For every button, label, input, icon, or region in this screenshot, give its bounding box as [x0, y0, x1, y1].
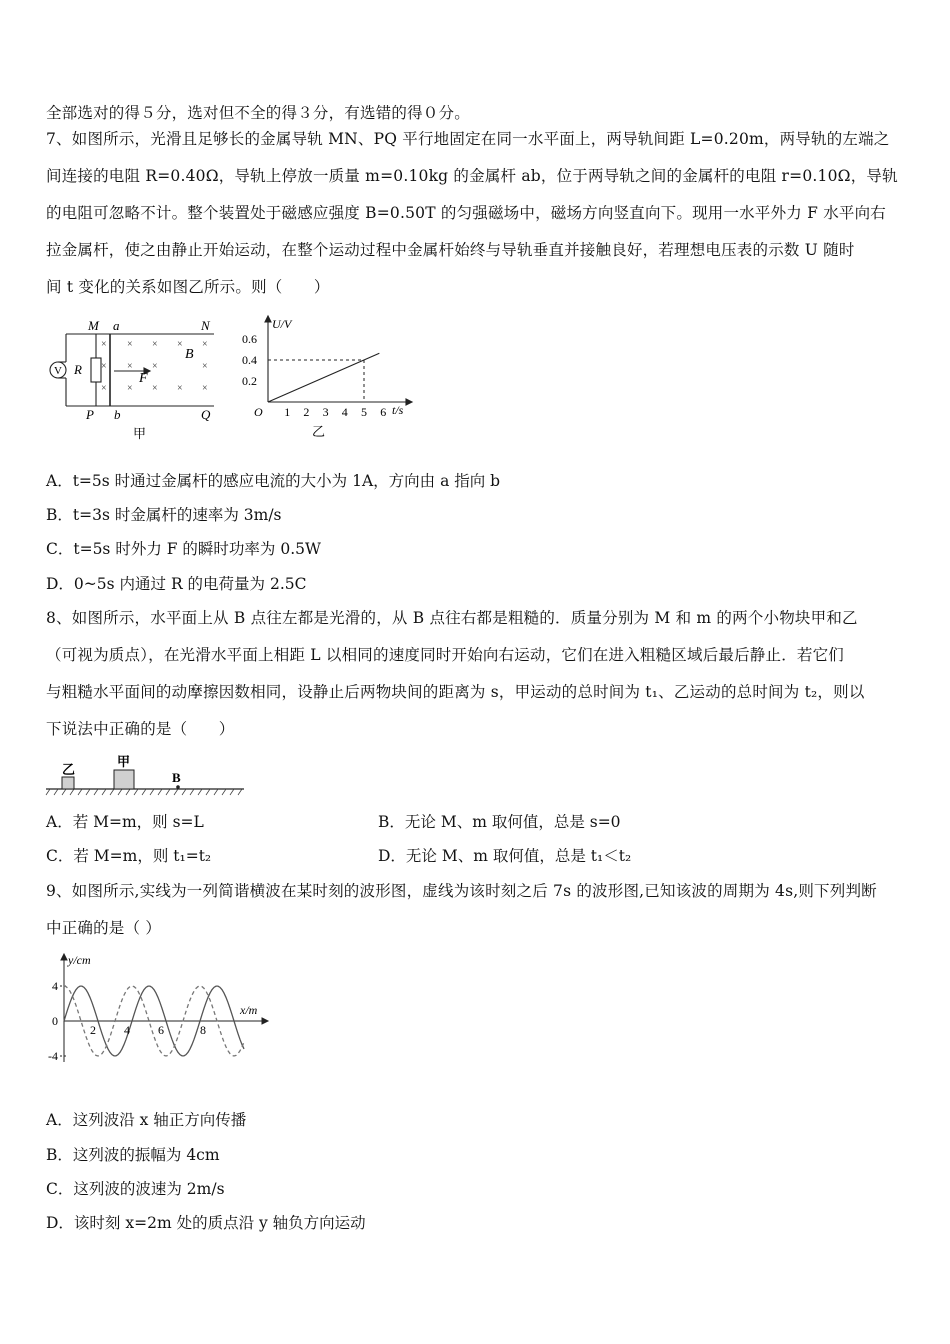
x-tick-label: 4	[124, 1023, 130, 1037]
label-V: V	[54, 365, 62, 377]
svg-text:×: ×	[101, 383, 107, 394]
series-line	[268, 353, 379, 402]
label-R: R	[74, 362, 82, 377]
q9-line: 中正确的是（ ）	[46, 919, 162, 937]
x-axis-label: t/s	[392, 403, 404, 417]
label-B: B	[185, 347, 194, 362]
resistor-icon	[91, 358, 101, 382]
y-tick-label: 4	[52, 979, 58, 993]
q7-ut-graph	[236, 312, 416, 442]
q7-option-d: D．0~5s 内通过 R 的电荷量为 2.5C	[46, 575, 307, 593]
q9-option-c: C．这列波的波速为 2m/s	[46, 1180, 225, 1198]
y-axis-label: y/cm	[68, 953, 91, 967]
block-yi	[62, 777, 74, 789]
x-tick-label: 2	[90, 1023, 96, 1037]
q8-option-d: D．无论 M、m 取何值，总是 t₁＜t₂	[378, 847, 632, 865]
svg-text:×: ×	[127, 361, 133, 372]
label-N: N	[201, 318, 210, 333]
q7-option-a: A．t=5s 时通过金属杆的感应电流的大小为 1A，方向由 a 指向 b	[46, 472, 501, 490]
q7-option-b: B．t=3s 时金属杆的速率为 3m/s	[46, 506, 282, 524]
y-tick-label: 0.6	[242, 332, 257, 346]
caption-yi: 乙	[312, 424, 326, 439]
q8-line: （可视为质点），在光滑水平面上相距 L 以相同的速度同时开始向右运动，它们在进入粗糙区域后最后静止．若它们	[46, 646, 845, 664]
svg-text:×: ×	[152, 361, 158, 372]
q9-wave-figure	[40, 950, 270, 1070]
label-yi: 乙	[62, 762, 76, 777]
svg-text:×: ×	[152, 339, 158, 350]
x-tick-label: 3	[322, 405, 329, 419]
svg-text:×: ×	[202, 361, 208, 372]
origin-label: O	[254, 405, 263, 419]
svg-text:×: ×	[127, 339, 133, 350]
label-b: b	[114, 407, 121, 422]
svg-text:×: ×	[177, 383, 183, 394]
x-axis-arrow	[406, 399, 412, 405]
y-tick-label: 0	[52, 1014, 58, 1028]
point-B	[176, 785, 180, 789]
q8-line: 与粗糙水平面间的动摩擦因数相同，设静止后两物块间的距离为 s，甲运动的总时间为 t₁、乙运动的总时间为 t₂，则以	[46, 683, 865, 701]
label-B: B	[172, 770, 181, 785]
q9-option-b: B．这列波的振幅为 4cm	[46, 1146, 220, 1164]
y-tick-label: 0.4	[242, 353, 257, 367]
q7-option-c: C．t=5s 时外力 F 的瞬时功率为 0.5W	[46, 540, 321, 558]
q8-line: 8、如图所示，水平面上从 B 点往左都是光滑的，从 B 点往右都是粗糙的．质量分别为 M 和 m 的两个小物块甲和乙	[46, 609, 858, 627]
svg-text:×: ×	[101, 339, 107, 350]
y-axis-arrow	[265, 316, 271, 322]
q8-blocks-figure	[44, 750, 250, 798]
x-tick-label: 6	[158, 1023, 164, 1037]
svg-text:×: ×	[202, 383, 208, 394]
label-a: a	[113, 318, 120, 333]
y-tick-label: -4	[48, 1049, 58, 1063]
q8-line: 下说法中正确的是（ ）	[46, 720, 235, 738]
x-tick-label: 8	[200, 1023, 206, 1037]
q9-option-a: A．这列波沿 x 轴正方向传播	[46, 1111, 247, 1129]
q7-line: 7、如图所示，光滑且足够长的金属导轨 MN、PQ 平行地固定在同一水平面上，两导轨间距 L=0.20m，两导轨的左端之	[46, 130, 890, 148]
y-axis-arrow	[61, 954, 67, 960]
x-tick-label: 1	[284, 405, 291, 419]
q7-circuit-figure	[44, 314, 224, 444]
q7-line: 拉金属杆，使之由静止开始运动，在整个运动过程中金属杆始终与导轨垂直并接触良好，若理想电压表的示数 U 随时	[46, 241, 855, 259]
ground-hatching	[46, 789, 242, 795]
q7-line: 的电阻可忽略不计。整个装置处于磁感应强度 B=0.50T 的匀强磁场中，磁场方向竖直向下。现用一水平外力 F 水平向右	[46, 204, 886, 222]
svg-text:×: ×	[101, 361, 107, 372]
label-F: F	[139, 371, 148, 386]
y-axis-label: U/V	[272, 317, 292, 331]
q9-option-d: D．该时刻 x=2m 处的质点沿 y 轴负方向运动	[46, 1214, 366, 1232]
q8-option-a: A．若 M=m，则 s=L	[46, 813, 204, 831]
x-tick-label: 5	[361, 405, 367, 419]
svg-text:×: ×	[177, 339, 183, 350]
label-M: M	[88, 318, 99, 333]
x-axis-label: x/m	[240, 1003, 258, 1017]
svg-text:×: ×	[202, 339, 208, 350]
q7-line: 间 t 变化的关系如图乙所示。则（ ）	[46, 278, 330, 296]
x-tick-label: 2	[303, 405, 310, 419]
q8-option-c: C．若 M=m，则 t₁=t₂	[46, 847, 212, 865]
q9-line: 9、如图所示,实线为一列简谐横波在某时刻的波形图，虚线为该时刻之后 7s 的波形图,已知该波的周期为 4s,则下列判断	[46, 882, 877, 900]
q7-line: 间连接的电阻 R=0.40Ω，导轨上停放一质量 m=0.10kg 的金属杆 ab，位于两导轨之间的金属杆的电阻 r=0.10Ω，导轨	[46, 167, 898, 185]
x-tick-label: 4	[341, 405, 348, 419]
block-jia	[114, 770, 134, 789]
caption-jia: 甲	[133, 426, 147, 441]
label-jia: 甲	[117, 754, 131, 769]
y-tick-label: 0.2	[242, 374, 257, 388]
svg-text:×: ×	[127, 383, 133, 394]
x-axis-arrow	[262, 1018, 268, 1024]
svg-text:×: ×	[152, 383, 158, 394]
q8-option-b: B．无论 M、m 取何值，总是 s=0	[378, 813, 621, 831]
label-P: P	[86, 407, 94, 422]
label-Q: Q	[201, 407, 211, 422]
intro-text: 全部选对的得５分，选对但不全的得３分，有选错的得０分。	[46, 104, 470, 122]
x-tick-label: 6	[380, 405, 387, 419]
